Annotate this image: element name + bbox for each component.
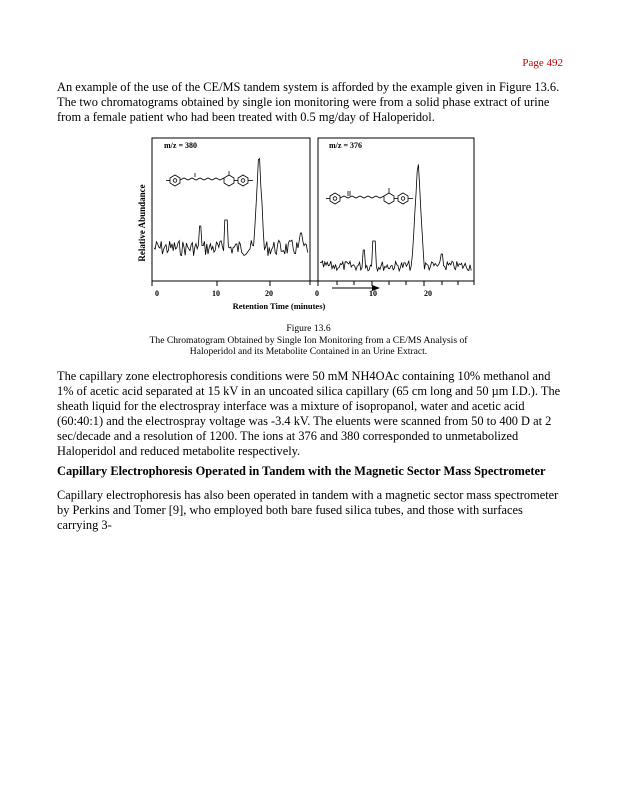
left-structure-drawing [166,171,253,186]
left-chromatogram-trace [154,159,308,256]
chromatogram-figure [132,133,482,319]
right-tick-20: 20 [424,289,432,298]
right-tick-0: 0 [315,289,319,298]
right-tick-10: 10 [369,289,377,298]
conditions-paragraph: The capillary zone electrophoresis conditions were 50 mM NH4OAc containing 10% methanol and 1% of acetic acid separated at 15 kV in an uncoated silica capillary (65 cm long and 50 µm I.D.). The sheath liquid for the electrospray interface was a mixture of isopropanol, water and acetic acid (60:40:1) and the electrospray voltage was -3.4 kV. The eluents were scanned from 50 to 400 D at 2 sec/decade and a resolution of 1200. The ions at 376 and 380 corresponded to unmetabolized Haloperidol and reduced metabolite respectively. [57,369,561,458]
left-tick-10: 10 [212,289,220,298]
page-number: Page 492 [522,57,563,69]
left-panel-frame [152,138,310,281]
left-tick-20: 20 [265,289,273,298]
magnetic-sector-paragraph: Capillary electrophoresis has also been operated in tandem with a magnetic sector mass spectrometer by Perkins and Tomer [9], who employed both bare fused silica tubes, and those with surfaces carrying 3- [57,488,559,532]
intro-paragraph: An example of the use of the CE/MS tandem system is afforded by the example given in Figure 13.6. The two chromatograms obtained by single ion monitoring were from a solid phase extract of urine from a female patient who had been treated with 0.5 mg/day of Haloperidol. [57,80,560,124]
left-panel-mz-label: m/z = 380 [164,141,197,150]
figure-caption-title: Figure 13.6 [286,323,331,334]
x-axis-label: Retention Time (minutes) [232,301,326,311]
y-axis-label: Relative Abundance [137,184,147,262]
right-panel-frame [318,138,474,281]
figure-caption-line1: The Chromatogram Obtained by Single Ion Monitoring from a CE/MS Analysis of [149,335,468,346]
right-panel-mz-label: m/z = 376 [329,141,362,150]
right-structure-drawing [326,188,413,204]
x-axis [152,281,474,288]
figure-caption-line2: Haloperidol and its Metabolite Contained in an Urine Extract. [189,346,428,357]
left-tick-0: 0 [155,289,159,298]
figure-13-6 [132,133,482,324]
section-heading: Capillary Electrophoresis Operated in Tandem with the Magnetic Sector Mass Spectrometer [57,464,546,478]
right-chromatogram-trace [320,164,471,271]
